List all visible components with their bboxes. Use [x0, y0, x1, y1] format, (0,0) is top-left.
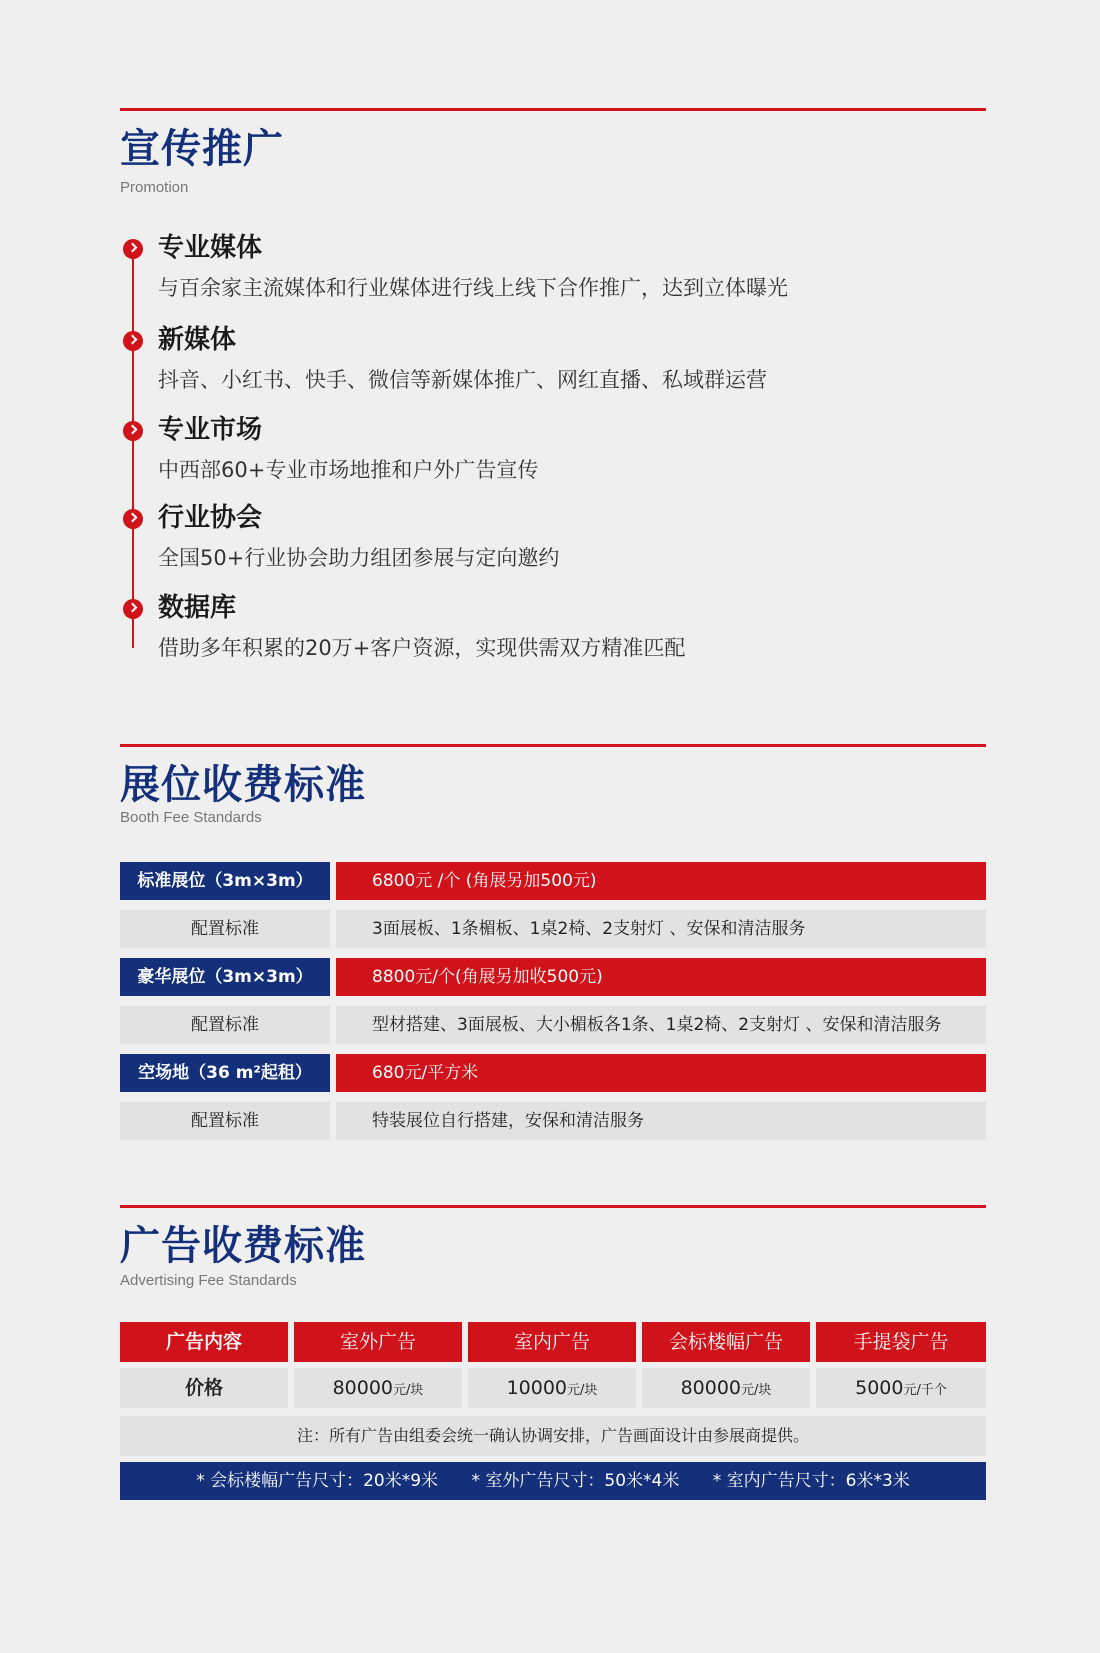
column-header: 广告内容 — [120, 1322, 288, 1362]
item-description: 借助多年积累的20万+客户资源，实现供需双方精准匹配 — [158, 636, 686, 660]
item-heading: 新媒体 — [158, 325, 237, 355]
item-heading: 专业媒体 — [158, 233, 263, 263]
config-label: 配置标准 — [120, 1006, 330, 1044]
price-value: 80000 — [332, 1377, 394, 1399]
ads-subtitle: Advertising Fee Standards — [120, 1272, 297, 1289]
config-value: 型材搭建、3面展板、大小楣板各1条、1桌2椅、2支射灯 、安保和清洁服务 — [336, 1006, 986, 1044]
chevron-right-icon — [123, 599, 143, 619]
price-cell — [294, 1368, 462, 1408]
table-row — [120, 1006, 986, 1044]
section-divider — [120, 108, 986, 111]
item-description: 中西部60+专业市场地推和户外广告宣传 — [158, 458, 539, 482]
size-spec: * 室外广告尺寸：50米*4米 — [471, 1471, 680, 1491]
item-heading: 行业协会 — [158, 503, 263, 533]
price-unit: 元/千个 — [903, 1383, 947, 1398]
table-row — [120, 958, 986, 996]
item-heading: 数据库 — [158, 593, 237, 623]
chevron-right-icon — [123, 239, 143, 259]
table-row — [120, 862, 986, 900]
promotion-list — [120, 230, 986, 690]
booth-type-label: 空场地（36 m²起租） — [120, 1054, 330, 1092]
price-unit: 元/块 — [741, 1383, 772, 1398]
ads-title: 广告收费标准 — [120, 1223, 366, 1269]
booth-section — [120, 744, 986, 827]
promotion-section — [120, 108, 986, 197]
table-row — [120, 910, 986, 948]
booth-title: 展位收费标准 — [120, 762, 366, 808]
chevron-right-icon — [123, 509, 143, 529]
item-description: 全国50+行业协会助力组团参展与定向邀约 — [158, 546, 560, 570]
price-value: 10000 — [506, 1377, 568, 1399]
promotion-title: 宣传推广 — [120, 126, 284, 172]
config-label: 配置标准 — [120, 910, 330, 948]
table-row — [120, 1054, 986, 1092]
size-spec: * 室内广告尺寸：6米*3米 — [712, 1471, 910, 1491]
section-divider — [120, 1205, 986, 1208]
promotion-subtitle: Promotion — [120, 179, 189, 196]
column-header: 手提袋广告 — [816, 1322, 986, 1362]
item-heading: 专业市场 — [158, 415, 263, 445]
ads-sizes-bar — [120, 1462, 986, 1500]
price-unit: 元/块 — [567, 1383, 598, 1398]
price-cell — [642, 1368, 810, 1408]
price-label: 价格 — [120, 1368, 288, 1408]
ads-section — [120, 1205, 986, 1290]
item-description: 与百余家主流媒体和行业媒体进行线上线下合作推广，达到立体曝光 — [158, 276, 788, 300]
booth-price: 8800元/个(角展另加收500元) — [336, 958, 986, 996]
config-value: 3面展板、1条楣板、1桌2椅、2支射灯 、安保和清洁服务 — [336, 910, 986, 948]
config-label: 配置标准 — [120, 1102, 330, 1140]
booth-type-label: 豪华展位（3m×3m） — [120, 958, 330, 996]
item-description: 抖音、小红书、快手、微信等新媒体推广、网红直播、私域群运营 — [158, 368, 767, 392]
price-value: 5000 — [855, 1377, 904, 1399]
column-header: 室外广告 — [294, 1322, 462, 1362]
booth-subtitle: Booth Fee Standards — [120, 809, 262, 826]
timeline-line — [132, 250, 134, 648]
section-divider — [120, 744, 986, 747]
config-value: 特装展位自行搭建，安保和清洁服务 — [336, 1102, 986, 1140]
price-cell — [468, 1368, 636, 1408]
price-cell — [816, 1368, 986, 1408]
column-header: 室内广告 — [468, 1322, 636, 1362]
booth-price: 6800元 /个 (角展另加500元) — [336, 862, 986, 900]
ads-price-row — [120, 1368, 986, 1408]
booth-type-label: 标准展位（3m×3m） — [120, 862, 330, 900]
column-header: 会标楼幅广告 — [642, 1322, 810, 1362]
chevron-right-icon — [123, 421, 143, 441]
price-unit: 元/块 — [393, 1383, 424, 1398]
table-row — [120, 1102, 986, 1140]
booth-price: 680元/平方米 — [336, 1054, 986, 1092]
price-value: 80000 — [680, 1377, 742, 1399]
size-spec: * 会标楼幅广告尺寸：20米*9米 — [196, 1471, 439, 1491]
ads-header-row — [120, 1322, 986, 1362]
ads-note: 注：所有广告由组委会统一确认协调安排，广告画面设计由参展商提供。 — [120, 1416, 986, 1456]
chevron-right-icon — [123, 331, 143, 351]
